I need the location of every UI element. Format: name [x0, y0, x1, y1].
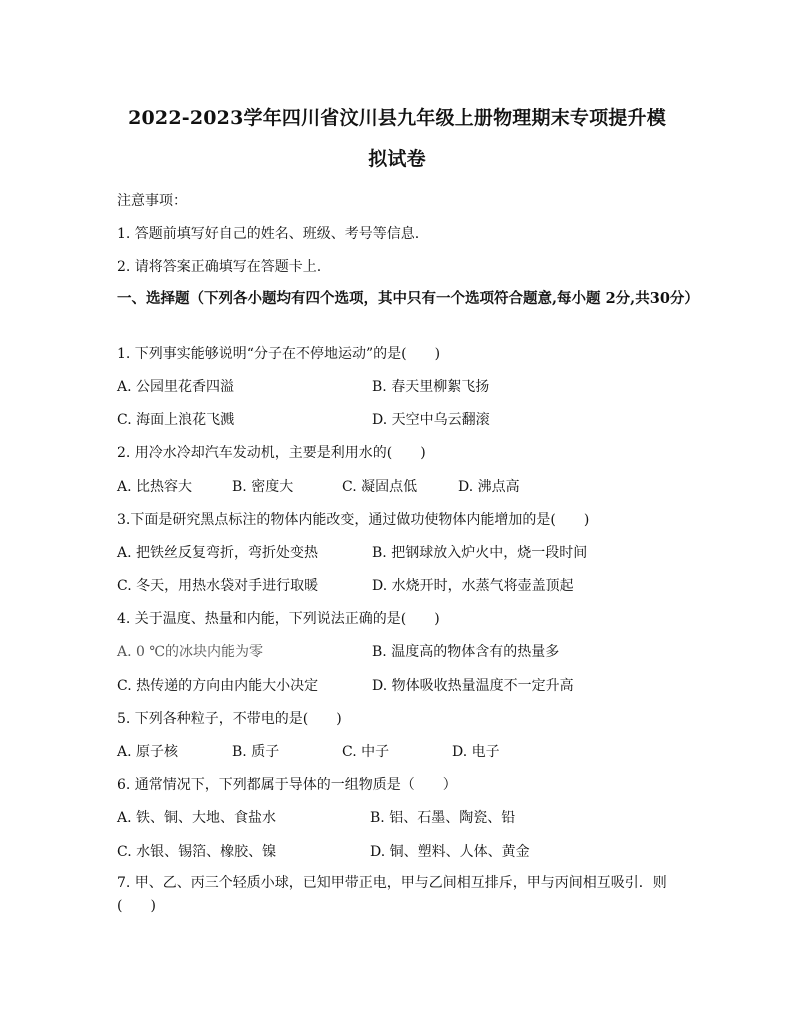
question-2-option-a: A. 比热容大: [117, 479, 193, 495]
question-7-stem: 7. 甲、乙、丙三个轻质小球，已知甲带正电，甲与乙间相互排斥，甲与丙间相互吸引．则( ): [117, 875, 667, 914]
question-2-option-d: D. 沸点高: [458, 479, 520, 495]
question-4-stem: 4. 关于温度、热量和内能，下列说法正确的是( ): [117, 611, 440, 627]
question-5-option-b: B. 质子: [232, 744, 280, 760]
question-6-option-a: A. 铁、铜、大地、食盐水: [117, 810, 277, 826]
question-6-option-d: D. 铜、塑料、人体、黄金: [370, 844, 530, 860]
title-line-1: 2022-2023学年四川省汶川县九年级上册物理期末专项提升模: [128, 107, 666, 129]
question-6-stem: 6. 通常情况下，下列都属于导体的一组物质是（ ）: [117, 777, 457, 793]
question-6-option-b: B. 铝、石墨、陶瓷、铅: [370, 810, 516, 826]
notice-item-2: 2. 请将答案正确填写在答题卡上.: [117, 259, 322, 275]
question-3-option-d: D. 水烧开时，水蒸气将壶盖顶起: [372, 578, 574, 594]
question-3-option-c: C. 冬天，用热水袋对手进行取暖: [117, 578, 319, 594]
question-6-option-c: C. 水银、锡箔、橡胶、镍: [117, 844, 277, 860]
question-5-option-a: A. 原子核: [117, 744, 179, 760]
question-1-stem: 1. 下列事实能够说明“分子在不停地运动”的是( ): [117, 346, 441, 362]
question-1-option-c: C. 海面上浪花飞溅: [117, 412, 235, 428]
question-5-stem: 5. 下列各种粒子，不带电的是( ): [117, 711, 342, 727]
question-4-option-d: D. 物体吸收热量温度不一定升高: [372, 678, 574, 694]
question-5-option-c: C. 中子: [342, 744, 390, 760]
question-1-option-d: D. 天空中乌云翻滚: [372, 412, 490, 428]
notice-item-1: 1. 答题前填写好自己的姓名、班级、考号等信息.: [117, 226, 420, 242]
question-2-option-c: C. 凝固点低: [342, 479, 418, 495]
section-heading: 一、选择题（下列各小题均有四个选项，其中只有一个选项符合题意,每小题 2分,共30分）: [117, 290, 699, 307]
question-4-option-b: B. 温度高的物体含有的热量多: [372, 644, 560, 660]
question-3-option-a: A. 把铁丝反复弯折，弯折处变热: [117, 545, 319, 561]
question-5-option-d: D. 电子: [452, 744, 500, 760]
question-4-option-c: C. 热传递的方向由内能大小决定: [117, 678, 319, 694]
title-line-2: 拟试卷: [368, 148, 426, 170]
question-1-option-a: A. 公园里花香四溢: [117, 379, 235, 395]
question-2-stem: 2. 用冷水冷却汽车发动机，主要是利用水的( ): [117, 445, 426, 461]
question-1-option-b: B. 春天里柳絮飞扬: [372, 379, 490, 395]
question-2-option-b: B. 密度大: [232, 479, 294, 495]
notice-heading: 注意事项：: [117, 193, 187, 209]
question-4-option-a: A. 0 ℃的冰块内能为零: [117, 644, 264, 660]
question-3-stem: 3.下面是研究黑点标注的物体内能改变，通过做功使物体内能增加的是( ): [117, 512, 590, 528]
question-3-option-b: B. 把钢球放入炉火中，烧一段时间: [372, 545, 588, 561]
